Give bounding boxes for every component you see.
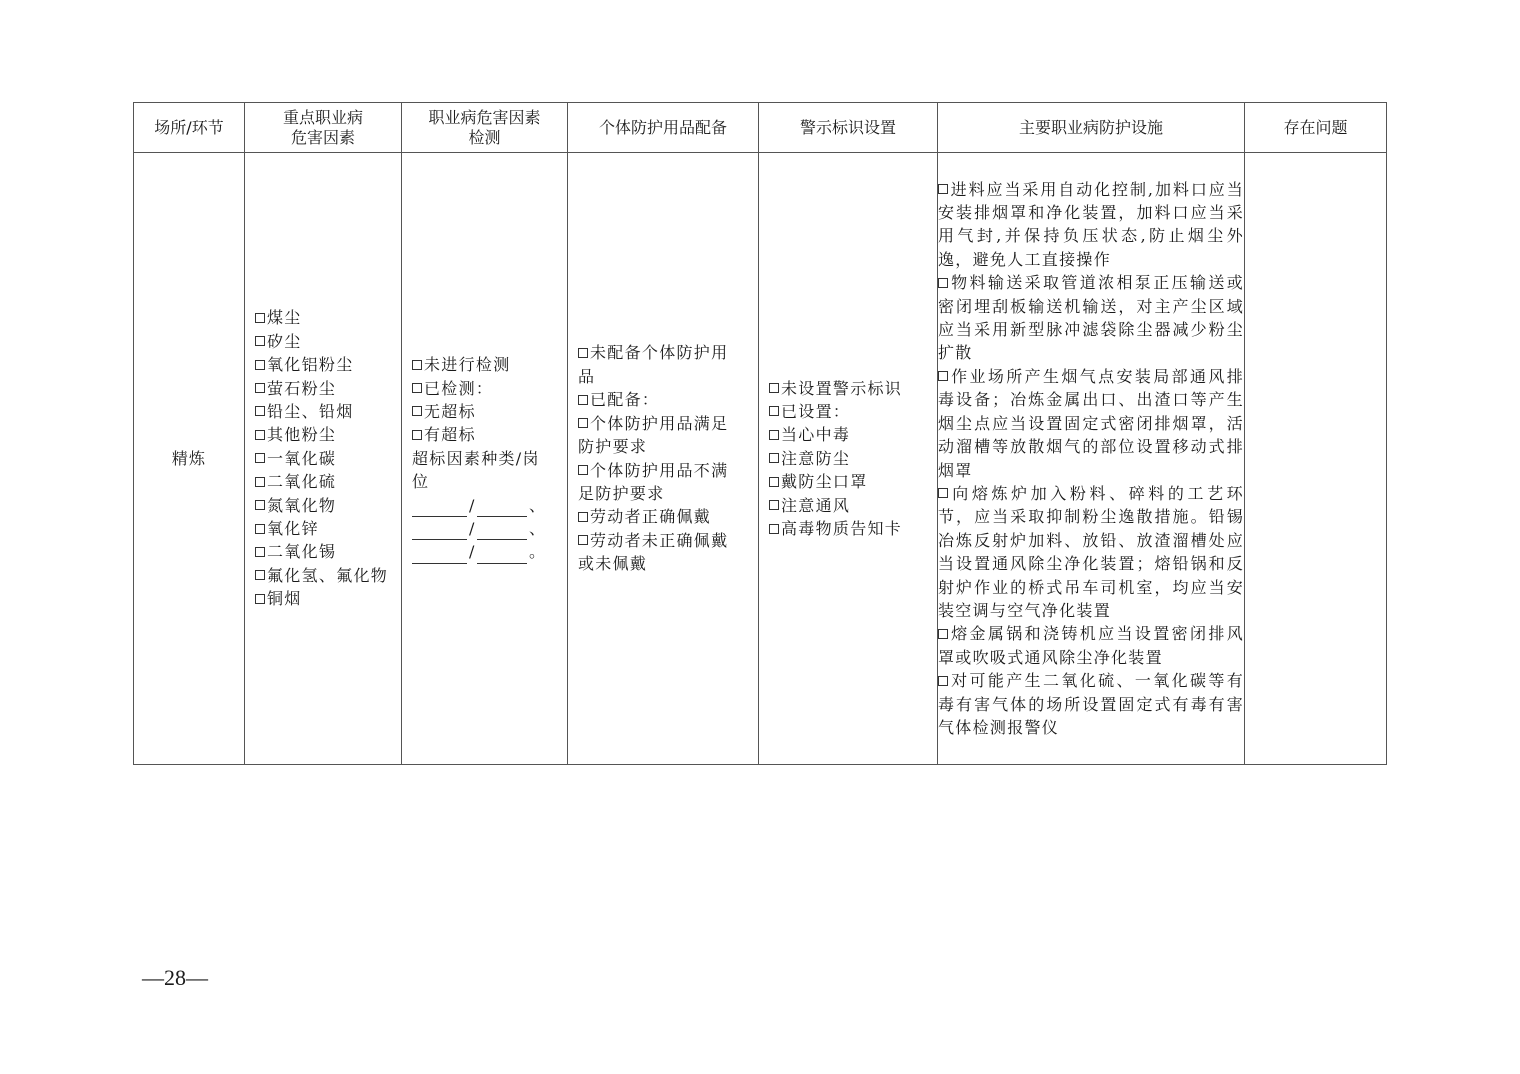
checkbox[interactable] xyxy=(255,313,265,323)
checkbox[interactable] xyxy=(255,453,265,463)
checkbox[interactable] xyxy=(769,477,779,487)
list-item: 劳动者正确佩戴 xyxy=(578,505,748,528)
list-item: 向熔炼炉加入粉料、碎料的工艺环节，应当采取抑制粉尘逸散措施。铅锡冶炼反射炉加料、放铅、放渣溜槽处应当设置通风除尘净化装置；熔铅锅和反射炉作业的桥式吊车司机室，均应当安装空调与空气净化装置 xyxy=(938,483,1244,620)
list-item-cont: 防护要求 xyxy=(578,437,648,457)
checkbox[interactable] xyxy=(578,418,588,428)
header-issues: 存在问题 xyxy=(1245,103,1387,153)
header-protective-measures: 主要职业病防护设施 xyxy=(938,103,1245,153)
checkbox[interactable] xyxy=(255,383,265,393)
checkbox[interactable] xyxy=(255,594,265,604)
fill-in-line[interactable] xyxy=(412,494,557,517)
checkbox[interactable] xyxy=(769,430,779,440)
line-punctuation: 、 xyxy=(529,495,547,515)
blank-field[interactable] xyxy=(477,547,527,564)
header-detection-line1: 职业病危害因素 xyxy=(428,107,541,127)
list-item: 物料输送采取管道浓相泵正压输送或密闭埋刮板输送机输送，对主产尘区域应当采用新型脉冲滤袋除尘器减少粉尘扩散 xyxy=(938,273,1244,363)
list-item: 氧化锌 xyxy=(255,517,391,540)
checkbox[interactable] xyxy=(412,430,422,440)
checkbox[interactable] xyxy=(255,547,265,557)
header-hazard-line2: 危害因素 xyxy=(290,127,355,147)
checkbox[interactable] xyxy=(769,383,779,393)
list-item: 已设置： xyxy=(769,400,927,423)
checkbox[interactable] xyxy=(255,477,265,487)
checkbox[interactable] xyxy=(578,465,588,475)
checkbox[interactable] xyxy=(578,535,588,545)
header-hazard-factors xyxy=(245,103,402,153)
checkbox[interactable] xyxy=(412,360,422,370)
checkbox[interactable] xyxy=(578,348,588,358)
checkbox[interactable] xyxy=(255,336,265,346)
list-item: 对可能产生二氧化硫、一氧化碳等有毒有害气体的场所设置固定式有毒有害气体检测报警仪 xyxy=(938,671,1244,737)
checkbox[interactable] xyxy=(938,676,948,686)
checkbox[interactable] xyxy=(769,500,779,510)
list-item: 一氧化碳 xyxy=(255,447,391,470)
list-item: 煤尘 xyxy=(255,306,391,329)
exceed-description-cont: 位 xyxy=(412,472,430,492)
list-item: 劳动者未正确佩戴 xyxy=(578,529,748,552)
checkbox[interactable] xyxy=(578,395,588,405)
slash-separator: / xyxy=(469,519,476,539)
page-number: —28— xyxy=(142,965,208,990)
cell-place: 精炼 xyxy=(134,153,245,765)
header-hazard-line1: 重点职业病 xyxy=(282,107,363,127)
inspection-table xyxy=(133,102,1387,765)
blank-field[interactable] xyxy=(412,523,467,540)
list-item: 铜烟 xyxy=(255,587,391,610)
list-item: 个体防护用品满足 xyxy=(578,412,748,435)
list-item: 二氧化硫 xyxy=(255,470,391,493)
cell-protective-measures xyxy=(938,153,1245,765)
blank-field[interactable] xyxy=(412,500,467,517)
cell-hazards xyxy=(245,153,402,765)
header-ppe: 个体防护用品配备 xyxy=(568,103,759,153)
fill-in-blanks xyxy=(412,494,557,564)
exceed-description: 超标因素种类/岗 xyxy=(412,448,540,468)
header-row xyxy=(134,103,1387,153)
list-item-cont: 或未佩戴 xyxy=(578,554,648,574)
list-item: 铅尘、铅烟 xyxy=(255,400,391,423)
list-item: 戴防尘口罩 xyxy=(769,470,927,493)
checkbox[interactable] xyxy=(938,488,948,498)
checkbox[interactable] xyxy=(938,278,948,288)
checkbox[interactable] xyxy=(255,406,265,416)
cell-detection xyxy=(402,153,568,765)
checkbox[interactable] xyxy=(412,406,422,416)
list-item: 无超标 xyxy=(412,400,557,423)
list-item: 当心中毒 xyxy=(769,423,927,446)
checkbox[interactable] xyxy=(938,184,948,194)
list-item: 矽尘 xyxy=(255,330,391,353)
header-place: 场所/环节 xyxy=(134,103,245,153)
list-item-cont: 足防护要求 xyxy=(578,483,665,503)
cell-issues[interactable] xyxy=(1245,153,1387,765)
list-item: 高毒物质告知卡 xyxy=(769,517,927,540)
list-item: 已检测： xyxy=(412,377,557,400)
fill-in-line[interactable] xyxy=(412,540,557,563)
list-item: 二氧化锡 xyxy=(255,540,391,563)
list-item: 个体防护用品不满 xyxy=(578,459,748,482)
list-item: 氧化铝粉尘 xyxy=(255,353,391,376)
line-punctuation: 、 xyxy=(529,519,547,539)
checkbox[interactable] xyxy=(769,453,779,463)
signs-checklist xyxy=(769,377,927,541)
list-item: 萤石粉尘 xyxy=(255,377,391,400)
blank-field[interactable] xyxy=(477,500,527,517)
list-item: 进料应当采用自动化控制,加料口应当安装排烟罩和净化装置，加料口应当采用气封,并保持负压状态,防止烟尘外逸，避免人工直接操作 xyxy=(938,179,1244,269)
ppe-checklist xyxy=(578,341,748,575)
fill-in-line[interactable] xyxy=(412,517,557,540)
list-item: 有超标 xyxy=(412,423,557,446)
checkbox[interactable] xyxy=(255,360,265,370)
blank-field[interactable] xyxy=(477,523,527,540)
cell-warning-signs xyxy=(759,153,938,765)
list-item: 未配备个体防护用 xyxy=(578,341,748,364)
list-item: 熔金属锅和浇铸机应当设置密闭排风罩或吹吸式通风除尘净化装置 xyxy=(938,624,1244,667)
header-warning-signs: 警示标识设置 xyxy=(759,103,938,153)
slash-separator: / xyxy=(469,542,476,562)
checkbox[interactable] xyxy=(255,524,265,534)
checkbox[interactable] xyxy=(412,383,422,393)
list-item: 未设置警示标识 xyxy=(769,377,927,400)
list-item: 氮氧化物 xyxy=(255,494,391,517)
list-item: 注意通风 xyxy=(769,494,927,517)
list-item: 未进行检测 xyxy=(412,353,557,376)
checkbox[interactable] xyxy=(255,570,265,580)
checkbox[interactable] xyxy=(769,524,779,534)
blank-field[interactable] xyxy=(412,547,467,564)
hazard-checklist xyxy=(255,306,391,610)
checkbox[interactable] xyxy=(578,512,588,522)
list-item: 作业场所产生烟气点安装局部通风排毒设备；冶炼金属出口、出渣口等产生烟尘点应当设置固定式密闭排烟罩，活动溜槽等放散烟气的部位设置移动式排烟罩 xyxy=(938,366,1244,480)
list-item: 已配备： xyxy=(578,388,748,411)
list-item-cont: 品 xyxy=(578,366,596,386)
line-punctuation: 。 xyxy=(529,542,547,562)
slash-separator: / xyxy=(469,495,476,515)
measures-checklist xyxy=(938,178,1244,740)
checkbox[interactable] xyxy=(255,430,265,440)
header-detection-line2: 检测 xyxy=(468,127,501,147)
list-item: 氟化氢、氟化物 xyxy=(255,564,391,587)
table-row xyxy=(134,153,1387,765)
checkbox[interactable] xyxy=(938,629,948,639)
header-detection xyxy=(402,103,568,153)
cell-ppe xyxy=(568,153,759,765)
checkbox[interactable] xyxy=(769,406,779,416)
checkbox[interactable] xyxy=(255,500,265,510)
list-item: 其他粉尘 xyxy=(255,423,391,446)
list-item: 注意防尘 xyxy=(769,447,927,470)
checkbox[interactable] xyxy=(938,371,948,381)
detection-checklist xyxy=(412,353,557,564)
